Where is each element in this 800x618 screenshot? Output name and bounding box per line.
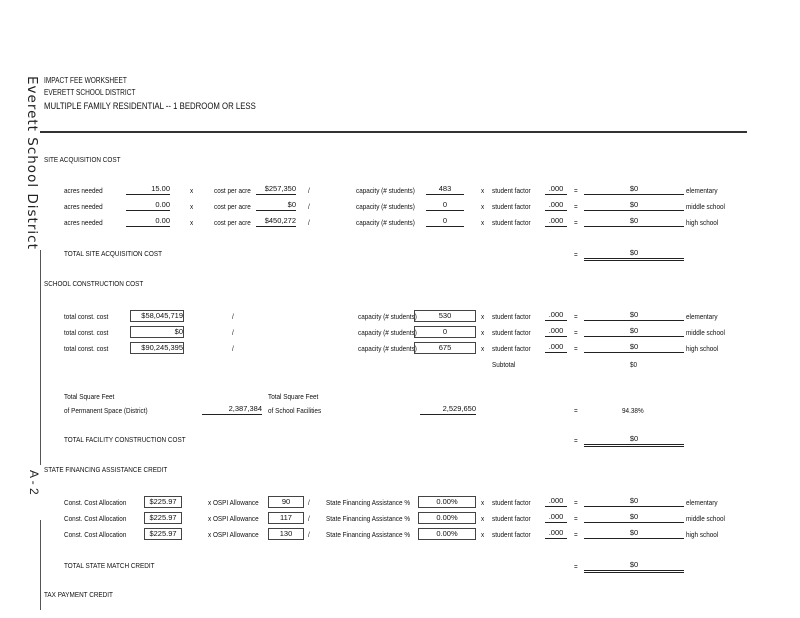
construction-level-label: middle school: [686, 328, 725, 337]
permanent-percent-value: 94.38%: [622, 406, 644, 415]
site-acres-value: 0.00: [126, 216, 170, 227]
state-result-value: $0: [584, 528, 684, 539]
divide-symbol: /: [308, 218, 310, 227]
equals-symbol: =: [574, 250, 578, 259]
equals-symbol: =: [574, 312, 578, 321]
state-allowance-value: 117: [268, 512, 304, 524]
site-cost-label: cost per acre: [214, 218, 251, 227]
construction-level-label: high school: [686, 344, 719, 353]
total-sqft-label-line2: of School Facilities: [268, 406, 322, 415]
state-level-label: middle school: [686, 514, 725, 523]
divide-symbol: /: [232, 312, 234, 321]
site-capacity-label: capacity (# students): [356, 186, 415, 195]
tax-section-title: TAX PAYMENT CREDIT: [44, 590, 113, 599]
equals-symbol: =: [574, 344, 578, 353]
subtotal-value: $0: [630, 360, 638, 369]
site-level-label: elementary: [686, 186, 718, 195]
state-allowance-value: 130: [268, 528, 304, 540]
side-divider-upper: [40, 250, 41, 465]
state-allowance-label: x OSPI Allowance: [208, 514, 259, 523]
construction-result-value: $0: [584, 326, 684, 337]
construction-result-value: $0: [584, 342, 684, 353]
site-cost-value: $450,272: [256, 216, 296, 227]
state-row-label: Const. Cost Allocation: [64, 530, 127, 539]
site-section-title: SITE ACQUISITION COST: [44, 155, 121, 164]
state-financing-label: State Financing Assistance %: [326, 530, 410, 539]
construction-factor-value: .000: [545, 342, 567, 353]
construction-total-label: TOTAL FACILITY CONSTRUCTION COST: [64, 435, 186, 444]
equals-symbol: =: [574, 186, 578, 195]
page-number-mark: A - 2: [27, 470, 41, 495]
construction-cost-value: $58,045,719: [130, 310, 184, 322]
site-capacity-label: capacity (# students): [356, 202, 415, 211]
site-result-value: $0: [584, 200, 684, 211]
site-row-label: acres needed: [64, 186, 103, 195]
site-factor-value: .000: [545, 216, 567, 227]
times-symbol: x: [190, 218, 194, 227]
state-total-value: $0: [584, 560, 684, 573]
district-vertical-label: Everett School District: [24, 76, 40, 250]
total-sqft-label-line1: Total Square Feet: [268, 392, 319, 401]
divide-symbol: /: [232, 328, 234, 337]
site-capacity-value: 0: [426, 216, 464, 227]
times-symbol: x: [481, 530, 485, 539]
site-row-label: acres needed: [64, 218, 103, 227]
equals-symbol: =: [574, 218, 578, 227]
site-capacity-value: 483: [426, 184, 464, 195]
site-factor-label: student factor: [492, 186, 531, 195]
site-acres-value: 15.00: [126, 184, 170, 195]
site-level-label: middle school: [686, 202, 725, 211]
state-financing-value: 0.00%: [418, 512, 476, 524]
site-cost-label: cost per acre: [214, 186, 251, 195]
equals-symbol: =: [574, 498, 578, 507]
construction-cost-value: $90,245,395: [130, 342, 184, 354]
state-level-label: high school: [686, 530, 719, 539]
state-factor-value: .000: [545, 528, 567, 539]
divide-symbol: /: [308, 530, 310, 539]
state-financing-value: 0.00%: [418, 496, 476, 508]
state-factor-label: student factor: [492, 530, 531, 539]
times-symbol: x: [481, 312, 485, 321]
times-symbol: x: [481, 498, 485, 507]
divide-symbol: /: [308, 186, 310, 195]
state-row-label: Const. Cost Allocation: [64, 498, 127, 507]
construction-factor-value: .000: [545, 326, 567, 337]
construction-row-label: total const. cost: [64, 312, 109, 321]
state-allowance-label: x OSPI Allowance: [208, 498, 259, 507]
site-factor-value: .000: [545, 184, 567, 195]
construction-capacity-value: 0: [414, 326, 476, 338]
times-symbol: x: [190, 202, 194, 211]
site-total-label: TOTAL SITE ACQUISITION COST: [64, 249, 163, 258]
state-result-value: $0: [584, 496, 684, 507]
construction-row-label: total const. cost: [64, 328, 109, 337]
construction-capacity-label: capacity (# students): [358, 344, 417, 353]
times-symbol: x: [190, 186, 194, 195]
construction-factor-value: .000: [545, 310, 567, 321]
state-level-label: elementary: [686, 498, 718, 507]
site-capacity-label: capacity (# students): [356, 218, 415, 227]
side-divider-lower: [40, 520, 41, 610]
times-symbol: x: [481, 186, 485, 195]
equals-symbol: =: [574, 562, 578, 571]
equals-symbol: =: [574, 436, 578, 445]
construction-capacity-label: capacity (# students): [358, 328, 417, 337]
construction-total-value: $0: [584, 434, 684, 447]
construction-level-label: elementary: [686, 312, 718, 321]
construction-factor-label: student factor: [492, 328, 531, 337]
sqft-label-line2: of Permanent Space (District): [64, 406, 148, 415]
construction-cost-value: $0: [130, 326, 184, 338]
construction-factor-label: student factor: [492, 344, 531, 353]
state-allowance-value: 90: [268, 496, 304, 508]
times-symbol: x: [481, 514, 485, 523]
state-financing-value: 0.00%: [418, 528, 476, 540]
header-line-1: IMPACT FEE WORKSHEET: [44, 76, 127, 85]
state-cost-value: $225.97: [144, 512, 182, 524]
construction-capacity-label: capacity (# students): [358, 312, 417, 321]
equals-symbol: =: [574, 530, 578, 539]
site-factor-label: student factor: [492, 218, 531, 227]
state-factor-value: .000: [545, 512, 567, 523]
divide-symbol: /: [308, 514, 310, 523]
site-total-value: $0: [584, 248, 684, 261]
construction-capacity-value: 530: [414, 310, 476, 322]
site-factor-value: .000: [545, 200, 567, 211]
site-cost-value: $0: [256, 200, 296, 211]
sqft-label-line1: Total Square Feet: [64, 392, 115, 401]
site-result-value: $0: [584, 216, 684, 227]
sqft-value: 2,387,384: [202, 404, 262, 415]
site-cost-label: cost per acre: [214, 202, 251, 211]
site-result-value: $0: [584, 184, 684, 195]
site-capacity-value: 0: [426, 200, 464, 211]
state-factor-value: .000: [545, 496, 567, 507]
state-financing-label: State Financing Assistance %: [326, 498, 410, 507]
equals-symbol: =: [574, 202, 578, 211]
equals-symbol: =: [574, 328, 578, 337]
state-total-label: TOTAL STATE MATCH CREDIT: [64, 561, 155, 570]
times-symbol: x: [481, 328, 485, 337]
construction-row-label: total const. cost: [64, 344, 109, 353]
state-cost-value: $225.97: [144, 528, 182, 540]
state-factor-label: student factor: [492, 514, 531, 523]
construction-section-title: SCHOOL CONSTRUCTION COST: [44, 279, 144, 288]
header-rule: [40, 131, 747, 133]
site-level-label: high school: [686, 218, 719, 227]
site-row-label: acres needed: [64, 202, 103, 211]
divide-symbol: /: [308, 498, 310, 507]
construction-result-value: $0: [584, 310, 684, 321]
site-acres-value: 0.00: [126, 200, 170, 211]
header-line-2: EVERETT SCHOOL DISTRICT: [44, 88, 136, 97]
construction-factor-label: student factor: [492, 312, 531, 321]
state-section-title: STATE FINANCING ASSISTANCE CREDIT: [44, 465, 168, 474]
state-result-value: $0: [584, 512, 684, 523]
times-symbol: x: [481, 344, 485, 353]
state-factor-label: student factor: [492, 498, 531, 507]
equals-symbol: =: [574, 406, 578, 415]
times-symbol: x: [481, 218, 485, 227]
site-factor-label: student factor: [492, 202, 531, 211]
site-cost-value: $257,350: [256, 184, 296, 195]
state-cost-value: $225.97: [144, 496, 182, 508]
header-line-3: MULTIPLE FAMILY RESIDENTIAL -- 1 BEDROOM OR LESS: [44, 101, 256, 112]
divide-symbol: /: [232, 344, 234, 353]
total-sqft-value: 2,529,650: [420, 404, 476, 415]
times-symbol: x: [481, 202, 485, 211]
state-row-label: Const. Cost Allocation: [64, 514, 127, 523]
divide-symbol: /: [308, 202, 310, 211]
state-allowance-label: x OSPI Allowance: [208, 530, 259, 539]
subtotal-label: Subtotal: [492, 360, 516, 369]
construction-capacity-value: 675: [414, 342, 476, 354]
state-financing-label: State Financing Assistance %: [326, 514, 410, 523]
equals-symbol: =: [574, 514, 578, 523]
